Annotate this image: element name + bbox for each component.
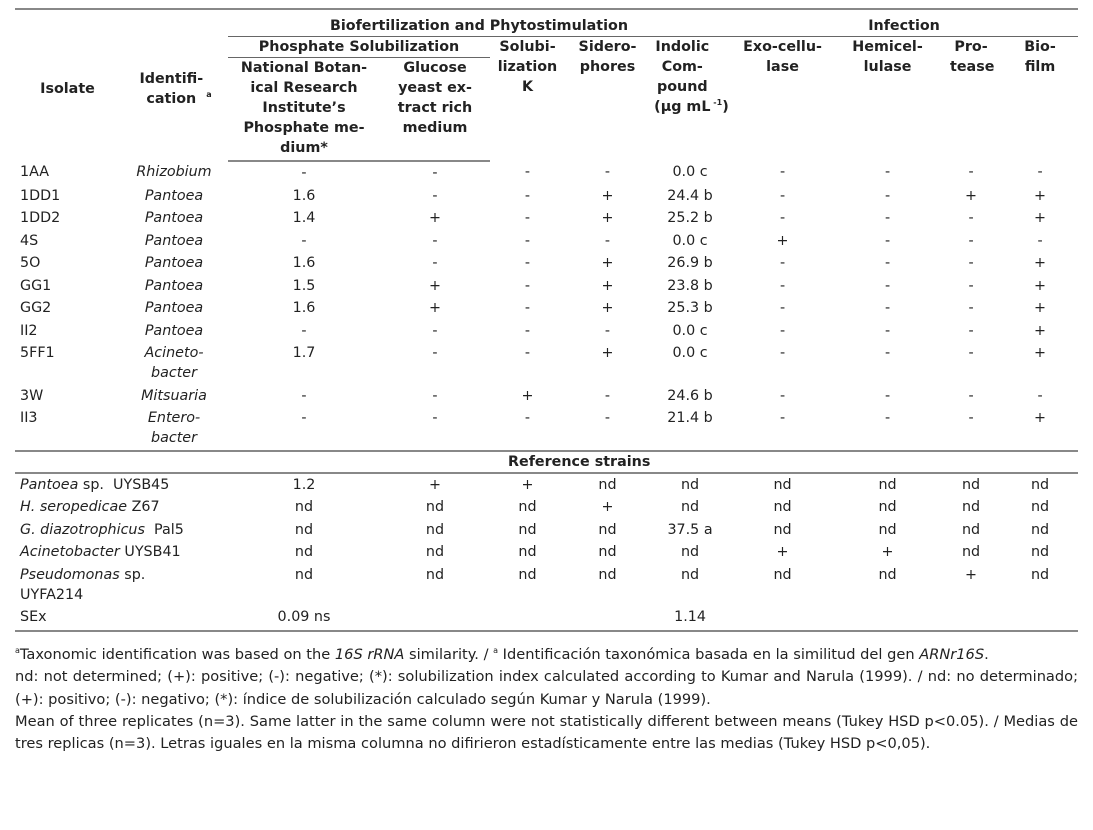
value-cell: - [884,232,891,249]
footnote-segment: Identificación taxonómica basada en la similitud del gen [498,645,920,663]
value-cell: nd [680,566,700,583]
value-cell: + [1034,300,1047,316]
value-cell: + [601,255,614,271]
value-cell: + [1034,210,1047,226]
header-identification [120,9,228,161]
footnote-segment: 16S rRNA [334,645,405,663]
value-cell: + [1034,322,1047,339]
reference-name-rest: UYSB41 [119,544,181,560]
value-cell: + [429,210,441,226]
value-cell: - [604,232,611,249]
value-cell: 21.4 b [667,410,713,426]
value-cell: - [524,187,531,204]
header-sidero [565,37,650,162]
value-cell: 25.3 b [667,300,713,316]
header-indolic-end: ) [722,99,729,115]
footnote-segment: a [15,646,20,655]
results-table-container [15,8,1078,632]
value-cell: nd [518,499,537,515]
value-cell: - [524,255,531,271]
value-cell: nd [1030,544,1050,560]
value-cell: + [429,277,441,294]
reference-name-italic: Pantoea [20,476,79,493]
value-cell: nd [680,544,700,560]
value-cell: - [884,322,891,339]
identification-cell [120,207,228,230]
identification-cell [120,342,228,385]
header-identification-sup: a [206,89,212,99]
sex-value [1002,606,1078,631]
reference-section-row [15,451,1078,473]
reference-row [15,473,1078,497]
value-cell: - [604,387,611,404]
reference-name [20,475,195,495]
value-cell: nd [1030,566,1050,583]
reference-row [15,541,1078,564]
value-cell: nd [1030,476,1050,493]
identification-text: Pantoea [144,277,204,294]
reference-section-title: Reference strains [228,451,1078,473]
value-cell: - [432,187,438,204]
value-cell: - [968,232,974,249]
value-cell: + [429,476,441,493]
header-indolic [650,37,730,162]
value-cell: - [1037,387,1043,404]
value-cell: + [1034,277,1047,294]
value-cell: nd [773,499,792,515]
value-cell: - [968,322,974,339]
value-cell: nd [878,566,897,583]
value-cell: - [432,255,438,271]
value-cell: 37.5 a [667,521,713,538]
value-cell: 0.0 c [672,345,708,361]
table-row [15,207,1078,230]
value-cell: - [524,277,531,294]
isolate-cell: GG2 [20,300,52,316]
value-cell: nd [425,521,445,538]
identification-text: Pantoea [144,322,204,339]
value-cell: nd [598,476,617,493]
value-cell: + [601,187,614,204]
value-cell: - [524,210,531,226]
reference-name-cell [15,564,228,607]
isolate-cell: 1DD2 [20,210,61,226]
footnote-segment: a [493,646,499,655]
header-sidero-text: Sidero-phores [578,39,637,75]
value-cell: 23.8 b [667,277,713,294]
value-cell: - [301,232,307,249]
sex-value [490,606,565,631]
value-cell: nd [961,476,981,493]
table-row [15,297,1078,320]
value-cell: nd [961,521,981,538]
value-cell: nd [425,566,445,583]
header-indolic-sup: -1 [713,98,723,108]
reference-row [15,564,1078,607]
isolate-cell: II3 [20,410,38,426]
value-cell: - [301,165,307,181]
footnotes [15,640,1078,756]
identification-cell [120,230,228,253]
value-cell: + [601,345,614,361]
value-cell: - [779,345,786,361]
reference-name-rest: Pal5 [144,521,184,538]
table-row [15,161,1078,185]
value-cell: nd [773,566,792,583]
footnote-statistics: Mean of three replicates (n=3). Same latter in the same column were not statistically different between means (Tukey HSD p<0.05). / Medias de tres replicas (n=3). Letras iguales en la misma columna no difirieron estadísticamente entre las medias (Tukey HSD p<0,05). [15,713,1078,753]
value-cell: + [601,210,614,226]
footnote-segment: similarity. / [404,645,494,663]
value-cell: - [779,277,786,294]
value-cell: - [884,277,891,294]
table-header [15,9,1078,161]
table-row [15,385,1078,408]
reference-name-cell [15,496,228,519]
value-cell: + [965,566,978,583]
reference-name-italic: Pseudomonas [20,566,120,583]
value-cell: - [779,387,786,404]
sex-value [380,606,490,631]
value-cell: 0.0 c [672,164,708,180]
reference-row [15,496,1078,519]
value-cell: - [884,164,891,180]
value-cell: + [881,544,894,560]
header-nbrip [228,58,380,162]
value-cell: - [779,187,786,204]
value-cell: + [521,476,534,493]
value-cell: - [1037,164,1043,180]
value-cell: - [524,322,531,339]
reference-name [20,542,195,562]
header-exo [730,37,835,162]
value-cell: 1.6 [292,255,316,271]
header-exo-text: Exo-cellu-lase [743,39,822,75]
value-cell: - [884,300,891,316]
value-cell: + [1034,255,1047,271]
header-solk [490,37,565,162]
isolate-cell: 4S [20,232,39,249]
reference-name-cell [15,519,228,542]
table-row [15,230,1078,253]
identification-cell [120,297,228,320]
reference-name-rest: Z67 [127,499,160,515]
identification-text: Pantoea [144,187,204,204]
identification-text: Acineto-bacter [144,345,204,381]
value-cell: - [432,410,438,426]
header-glucose-text: Glucose yeast ex-tract rich medium [397,60,473,136]
identification-cell [120,252,228,275]
value-cell: nd [1030,521,1050,538]
value-cell: nd [680,499,700,515]
value-cell: - [779,255,786,271]
value-cell: nd [294,566,314,583]
value-cell: 0.0 c [672,322,708,339]
value-cell: - [301,322,307,339]
value-cell: nd [773,476,792,493]
sex-value [835,606,940,631]
value-cell: nd [1030,499,1050,515]
identification-cell [120,275,228,298]
value-cell: 1.7 [292,345,316,361]
header-hemi-text: Hemicel-lulase [852,39,923,75]
value-cell: + [601,277,614,294]
spacer [15,451,228,473]
value-cell: + [429,300,441,316]
isolate-cell: GG1 [20,277,52,294]
value-cell: - [432,232,438,249]
identification-text: Pantoea [144,300,204,316]
table-row [15,407,1078,451]
identification-text: Pantoea [144,210,204,226]
value-cell: 1.2 [292,476,316,493]
isolate-cell: 5O [20,255,41,271]
value-cell: nd [773,521,792,538]
value-cell: - [779,410,786,426]
value-cell: nd [294,544,314,560]
value-cell: + [1034,410,1047,426]
value-cell: - [432,322,438,339]
value-cell: - [524,345,531,361]
table-body [15,161,1078,631]
footnote-abbreviations: nd: not determined; (+): positive; (-): negative; (*): solubilization index calculated according to Kumar and Narula (1999). / nd: no determinado; (+): positivo; (-): negativo; (*): índice de solubilización calculado según Kumar y Narula (1999). [15,668,1078,708]
header-group-infection: Infection [730,9,1078,37]
identification-cell [120,161,228,185]
table-row [15,342,1078,385]
isolate-cell: 3W [20,387,44,404]
value-cell: - [779,210,786,226]
value-cell: nd [294,499,314,515]
value-cell: - [884,255,891,271]
value-cell: nd [598,566,617,583]
value-cell: - [524,300,531,316]
sex-value: 0.09 ns [228,606,380,631]
value-cell: 25.2 b [667,210,713,226]
header-pro [940,37,1002,162]
value-cell: - [779,322,786,339]
reference-name-cell [15,473,228,497]
value-cell: - [604,164,611,180]
value-cell: - [884,345,891,361]
value-cell: nd [425,544,445,560]
value-cell: nd [961,544,981,560]
value-cell: 1.6 [292,187,316,204]
value-cell: - [524,410,531,426]
sex-label: SEx [15,606,228,631]
value-cell: 1.4 [292,210,316,226]
value-cell: 1.6 [292,300,316,316]
value-cell: 24.4 b [667,187,713,204]
value-cell: - [604,410,611,426]
sex-value: 1.14 [650,606,730,631]
identification-text: Pantoea [144,255,204,271]
table-row [15,320,1078,343]
identification-text: Pantoea [144,232,204,249]
isolate-cell: II2 [20,322,38,339]
header-isolate: Isolate [15,9,120,161]
value-cell: - [604,322,611,339]
value-cell: - [301,410,307,426]
value-cell: nd [598,544,617,560]
value-cell: + [1034,187,1047,204]
value-cell: - [1037,232,1043,249]
footnote-segment: . [984,645,989,663]
identification-cell [120,320,228,343]
value-cell: nd [878,499,897,515]
value-cell: - [968,210,974,226]
reference-name-cell [15,541,228,564]
identification-text: Entero-bacter [147,410,201,446]
value-cell: nd [598,521,617,538]
header-glucose [380,58,490,162]
value-cell: - [524,164,531,180]
value-cell: nd [878,476,897,493]
identification-cell [120,385,228,408]
header-bio-text: Bio-film [1024,39,1056,75]
value-cell: - [432,345,438,361]
value-cell: nd [518,544,537,560]
reference-row [15,519,1078,542]
value-cell: - [779,300,786,316]
reference-name-italic: H. seropedicae [20,499,128,515]
value-cell: nd [878,521,897,538]
value-cell: + [601,499,614,515]
footnote-segment: ARNr16S [919,645,985,663]
table-row [15,252,1078,275]
identification-cell [120,407,228,451]
value-cell: - [884,187,891,204]
value-cell: nd [680,476,700,493]
reference-name-italic: Acinetobacter [20,544,120,560]
isolate-cell: 1AA [20,164,50,180]
value-cell: nd [518,521,537,538]
value-cell: - [884,210,891,226]
reference-name [20,565,195,605]
header-nbrip-text: National Botan-ical Research Institute’s Phosphate me-dium* [240,60,368,156]
header-hemi [835,37,940,162]
value-cell: - [779,164,786,180]
results-table [15,8,1078,632]
value-cell: + [776,544,789,560]
sex-value [730,606,835,631]
value-cell: - [524,232,531,249]
footnote-identification [15,640,1078,666]
sex-row [15,606,1078,631]
header-indolic-text: Indolic Com-pound (μg mL [654,39,711,115]
value-cell: - [968,255,974,271]
reference-name-rest: sp. UYSB45 [78,476,170,493]
value-cell: - [432,387,438,404]
header-solk-text: Solubi-lization K [497,39,558,95]
reference-name-rest: sp. UYFA214 [20,566,150,603]
identification-text: Mitsuaria [141,387,207,404]
value-cell: - [968,277,974,294]
value-cell: - [968,345,974,361]
value-cell: + [965,187,978,204]
header-pro-text: Pro-tease [950,39,995,75]
value-cell: nd [961,499,981,515]
reference-name-italic: G. diazotrophicus [20,521,145,538]
value-cell: + [1034,345,1047,361]
reference-name [20,520,195,540]
value-cell: - [301,387,307,404]
value-cell: - [968,387,974,404]
header-phosphate: Phosphate Solubilization [228,37,490,58]
isolate-cell: 5FF1 [20,345,55,361]
table-row [15,275,1078,298]
identification-text: Rhizobium [136,164,212,180]
value-cell: 26.9 b [667,255,713,271]
value-cell: nd [518,566,537,583]
sex-value [940,606,1002,631]
table-row [15,185,1078,208]
value-cell: nd [425,499,445,515]
header-bio [1002,37,1078,162]
reference-name [20,497,195,517]
sex-value [565,606,650,631]
header-identification-text: Identifi-cation [139,70,204,107]
value-cell: + [521,387,534,404]
value-cell: - [968,410,974,426]
isolate-cell: 1DD1 [20,187,61,204]
footnote-segment: Taxonomic identification was based on the [19,645,335,663]
header-group-bio: Biofertilization and Phytostimulation [228,9,730,37]
value-cell: 0.0 c [672,232,708,249]
value-cell: - [884,410,891,426]
value-cell: + [601,300,614,316]
value-cell: - [432,165,438,181]
identification-cell [120,185,228,208]
value-cell: - [968,164,974,180]
value-cell: - [884,387,891,404]
value-cell: 1.5 [292,277,316,294]
value-cell: - [968,300,974,316]
value-cell: 24.6 b [667,387,713,404]
value-cell: nd [294,521,314,538]
value-cell: + [776,232,789,249]
